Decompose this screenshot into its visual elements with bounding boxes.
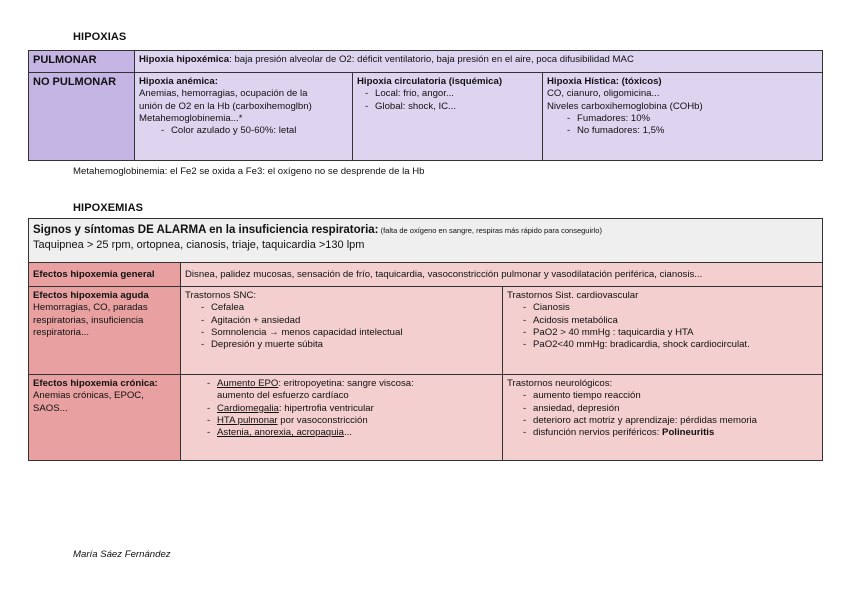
row-pulmonar (29, 51, 823, 73)
snc-item: - Cefalea (193, 302, 498, 314)
hta-item (199, 415, 498, 427)
cardio-title: Trastornos Sist. cardiovascular (507, 290, 639, 301)
cronica-left-cell (181, 375, 503, 461)
snc-title: Trastornos SNC: (185, 290, 257, 301)
neuro-title: Trastornos neurológicos: (507, 378, 613, 389)
neuro-cell (503, 375, 823, 461)
row-cronica (29, 375, 823, 461)
epo-line2: aumento del esfuerzo cardíaco (217, 390, 349, 402)
hta-rest: por vasoconstricción (277, 414, 368, 426)
row-alarm (29, 219, 823, 263)
snc-item: - Agitación + ansiedad (193, 315, 498, 327)
author-name: María Sáez Fernández (73, 549, 171, 560)
aguda-label-cell (29, 287, 181, 375)
general-text: Disnea, palidez mucosas, sensación de frío, taquicardia, vasoconstricción pulmonar y vasodilatación periférica, cianosis... (181, 263, 823, 287)
cronica-label: Efectos hipoxemia crónica: (33, 378, 158, 389)
anemica-line: unión de O2 en la Hb (carboxihemoglbn) (139, 100, 312, 112)
astenia-item (199, 427, 498, 439)
cronica-desc: Anemias crónicas, EPOC, SAOS... (33, 390, 144, 414)
histica-title: Hipoxia Hística: (tóxicos) (547, 76, 662, 87)
circulatoria-cell (353, 73, 543, 161)
histica-cell (543, 73, 823, 161)
neuro-item (515, 427, 818, 439)
aguda-label: Efectos hipoxemia aguda (33, 290, 149, 301)
anemica-line: Metahemoglobinemia...* (139, 112, 243, 124)
cardio-cell (503, 287, 823, 375)
alarm-subtitle: (falta de oxígeno en sangre, respiras más rápido para conseguirlo) (378, 226, 602, 235)
histica-item: - Fumadores: 10% (559, 113, 818, 125)
aguda-desc: Hemorragias, CO, paradas respiratorias, insuficiencia respiratoria... (33, 302, 148, 338)
epo-underlined: Aumento EPO (217, 378, 279, 389)
circulatoria-item: - Local: frio, angor... (357, 88, 538, 100)
histica-line: CO, cianuro, oligomicina... (547, 88, 660, 100)
cronica-label-cell (29, 375, 181, 461)
histica-line: Niveles carboxihemoglobina (COHb) (547, 100, 703, 112)
hipoxias-table (28, 50, 823, 161)
cardiomegalia-item (199, 403, 498, 415)
heading-hipoxemias: HIPOXEMIAS (73, 202, 144, 214)
alarm-title: Signos y síntomas DE ALARMA en la insuficiencia respiratoria: (33, 224, 379, 236)
neuro-item: - aumento tiempo reacción (515, 390, 818, 402)
neuro-item: - deterioro act motriz y aprendizaje: pérdidas memoria (515, 415, 818, 427)
hipoxemica-text: : baja presión alveolar de O2: déficit ventilatorio, baja presión en el aire, poca difusibilidad MAC (229, 54, 634, 65)
polineuritis: Polineuritis (662, 427, 715, 439)
hipoxemica-title: Hipoxia hipoxémica (139, 54, 230, 65)
general-label-text: Efectos hipoxemia general (33, 269, 155, 280)
neuro-last-prefix: disfunción nervios periféricos: (533, 427, 663, 439)
anemica-cell (135, 73, 353, 161)
circulatoria-item: - Global: shock, IC... (357, 101, 538, 113)
no-pulmonar-label: NO PULMONAR (29, 73, 135, 161)
row-no-pulmonar (29, 73, 823, 161)
hta-underlined: HTA pulmonar (217, 414, 278, 426)
pulmonar-content (135, 51, 823, 73)
heading-hipoxias: HIPOXIAS (73, 31, 127, 43)
astenia-rest: ... (343, 427, 352, 439)
alarm-cell (29, 219, 823, 263)
cardio-item: - Cianosis (515, 302, 818, 314)
alarm-signs: Taquipnea > 25 rpm, ortopnea, cianosis, triaje, taquicardia >130 lpm (33, 239, 365, 252)
metahemoglobinemia-note: Metahemoglobinemia: el Fe2 se oxida a Fe3: el oxígeno no se desprende de la Hb (73, 166, 425, 177)
general-label (29, 263, 181, 287)
cardiomegalia-rest: : hipertrofia ventricular (278, 402, 374, 414)
snc-item: - Depresión y muerte súbita (193, 339, 498, 351)
cardio-item: - PaO2 > 40 mmHg : taquicardia y HTA (515, 327, 818, 339)
neuro-item: - ansiedad, depresión (515, 403, 818, 415)
anemica-line: Anemias, hemorragias, ocupación de la (139, 88, 308, 100)
row-aguda (29, 287, 823, 375)
anemica-title: Hipoxia anémica: (139, 76, 218, 87)
circulatoria-title: Hipoxia circulatoria (isquémica) (357, 76, 503, 87)
cardio-item: - Acidosis metabólica (515, 315, 818, 327)
histica-item: - No fumadores: 1,5% (559, 125, 818, 137)
hipoxemias-table (28, 218, 823, 461)
anemica-item: - Color azulado y 50-60%: letal (153, 125, 348, 137)
snc-cell (181, 287, 503, 375)
epo-item (199, 378, 498, 403)
cardiomegalia-underlined: Cardiomegalia (217, 402, 279, 414)
astenia-underlined: Astenia, anorexia, acropaquia (217, 427, 344, 439)
epo-rest: : eritropoyetina: sangre viscosa: (278, 378, 414, 389)
row-general (29, 263, 823, 287)
pulmonar-label: PULMONAR (29, 51, 135, 73)
snc-item: - Somnolencia → menos capacidad intelectual (193, 327, 498, 339)
cardio-item: - PaO2<40 mmHg: bradicardia, shock cardiocirculat. (515, 339, 818, 351)
